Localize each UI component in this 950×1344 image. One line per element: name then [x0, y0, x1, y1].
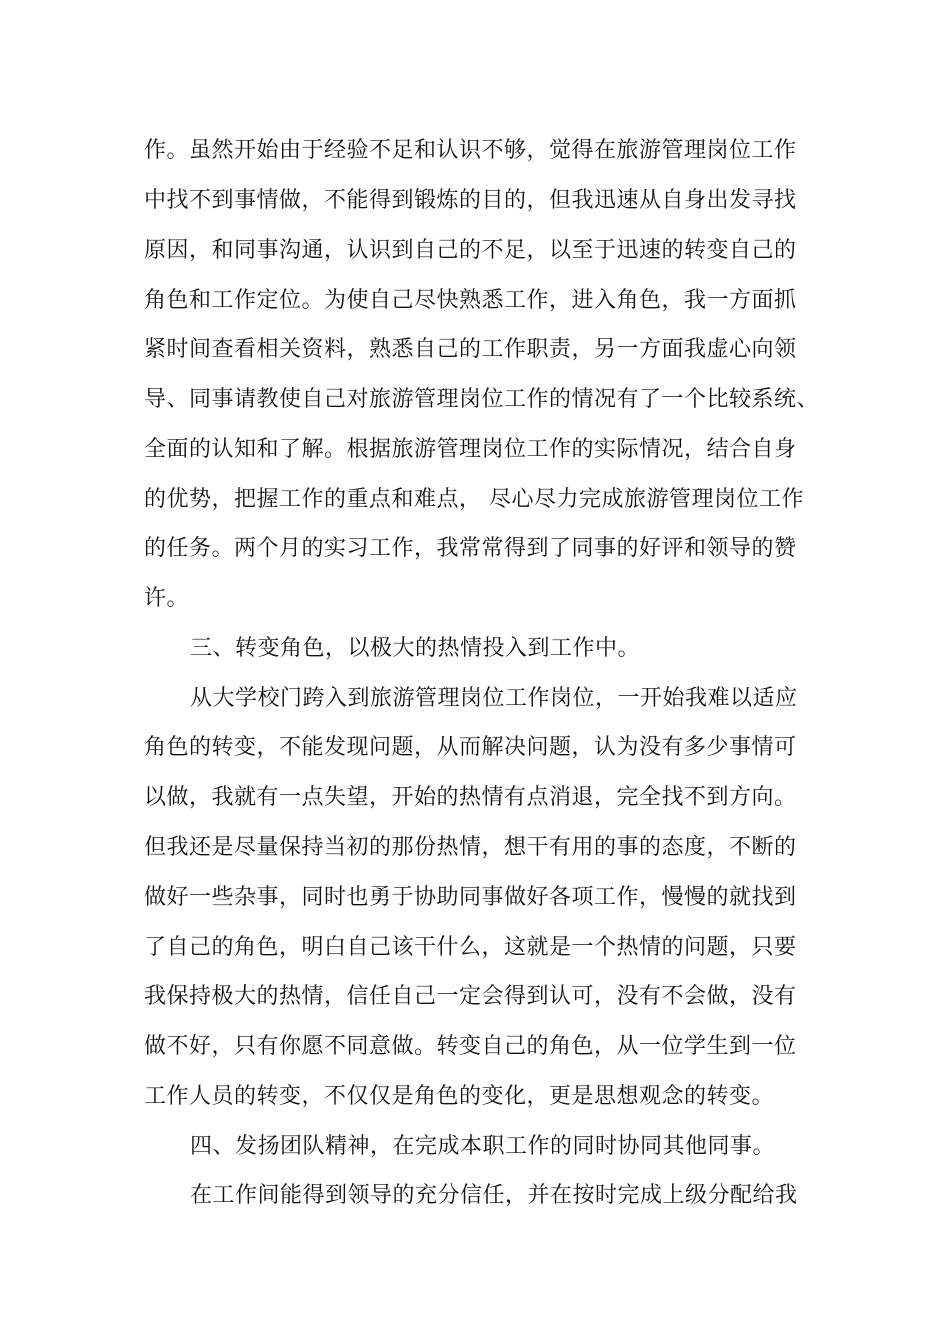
- text-line: 了自己的角色，明白自己该干什么，这就是一个热情的问题，只要: [144, 935, 797, 960]
- paragraph-first-line: 从大学校门跨入到旅游管理岗位工作岗位，一开始我难以适应: [190, 686, 798, 711]
- text-line: 以做，我就有一点失望，开始的热情有点消退，完全找不到方向。: [144, 785, 797, 810]
- text-line: 的任务。两个月的实习工作，我常常得到了同事的好评和领导的赞: [144, 536, 797, 561]
- text-line: 许。: [144, 586, 190, 611]
- text-line: 作。虽然开始由于经验不足和认识不够，觉得在旅游管理岗位工作: [144, 138, 797, 163]
- text-line: 角色的转变，不能发现问题，从而解决问题，认为没有多少事情可: [144, 735, 797, 760]
- section-heading: 四、发扬团队精神，在完成本职工作的同时协同其他同事。: [190, 1134, 776, 1159]
- text-line: 原因，和同事沟通，认识到自己的不足，以至于迅速的转变自己的: [144, 238, 797, 263]
- text-line: 工作人员的转变，不仅仅是角色的变化，更是思想观念的转变。: [144, 1084, 775, 1109]
- text-line: 导、同事请教使自己对旅游管理岗位工作的情况有了一个比较系统、: [144, 387, 820, 412]
- text-line: 紧时间查看相关资料，熟悉自己的工作职责，另一方面我虚心向领: [144, 337, 797, 362]
- text-line: 做不好，只有你愿不同意做。转变自己的角色，从一位学生到一位: [144, 1034, 797, 1059]
- section-heading: 三、转变角色，以极大的热情投入到工作中。: [190, 636, 641, 661]
- text-line: 的优势，把握工作的重点和难点， 尽心尽力完成旅游管理岗位工作: [144, 487, 804, 512]
- text-line: 我保持极大的热情，信任自己一定会得到认可，没有不会做，没有: [144, 984, 797, 1009]
- text-line: 角色和工作定位。为使自己尽快熟悉工作，进入角色，我一方面抓: [144, 288, 797, 313]
- text-line: 中找不到事情做，不能得到锻炼的目的，但我迅速从自身出发寻找: [144, 188, 797, 213]
- text-line: 但我还是尽量保持当初的那份热情，想干有用的事的态度，不断的: [144, 835, 797, 860]
- text-line: 做好一些杂事，同时也勇于协助同事做好各项工作，慢慢的就找到: [144, 885, 797, 910]
- paragraph-first-line: 在工作间能得到领导的充分信任，并在按时完成上级分配给我: [190, 1183, 798, 1208]
- text-line: 全面的认知和了解。根据旅游管理岗位工作的实际情况，结合自身: [144, 437, 797, 462]
